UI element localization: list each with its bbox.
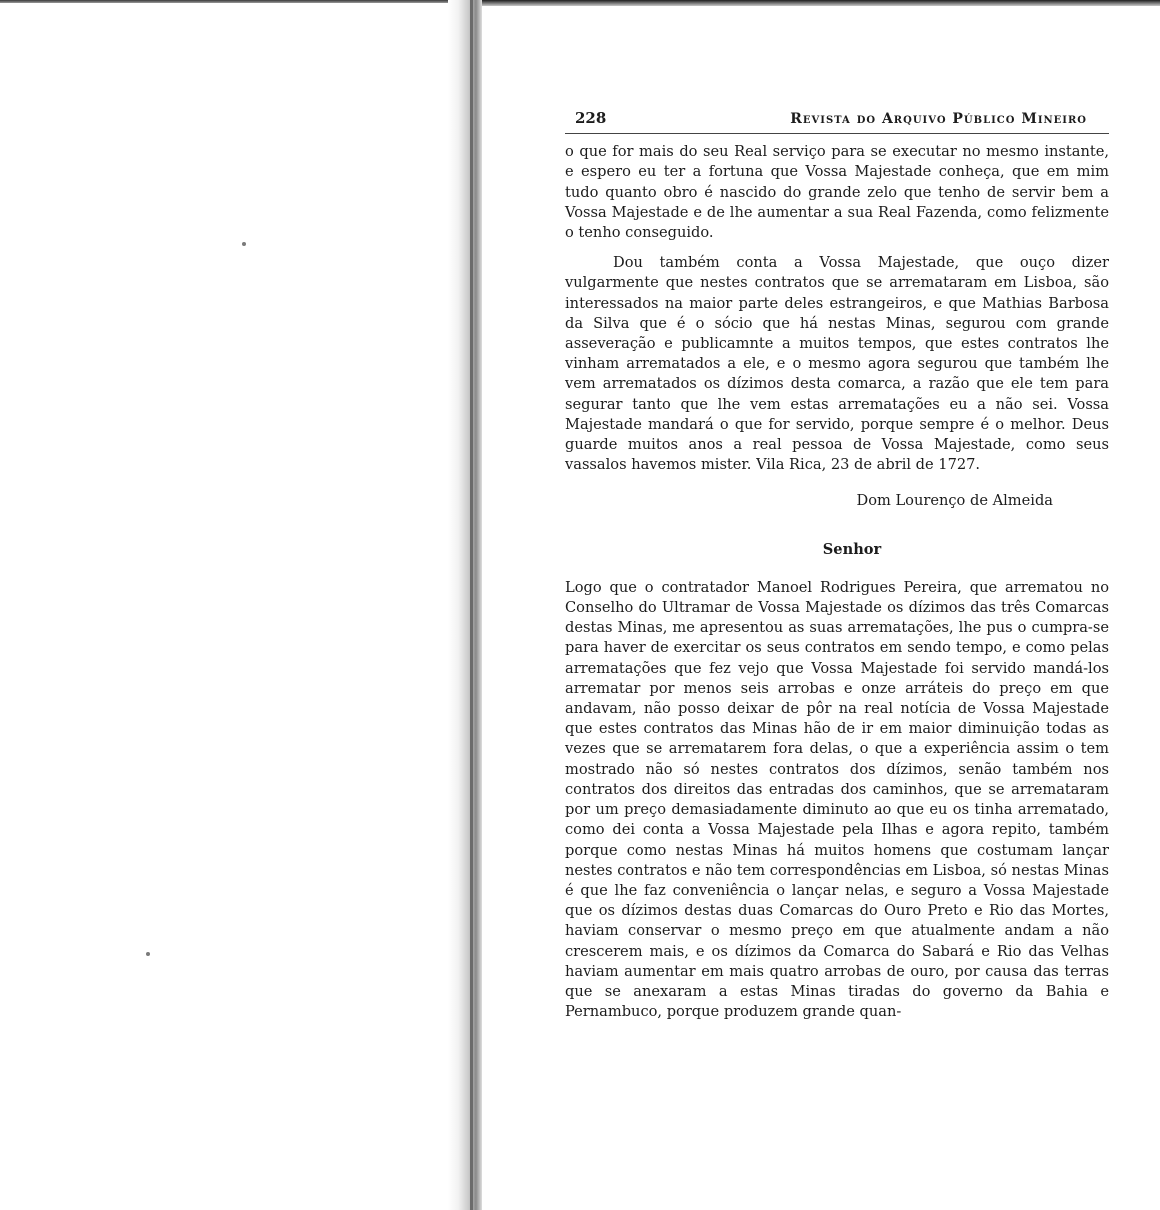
scan-speck bbox=[146, 952, 150, 956]
book-page-right bbox=[565, 108, 1109, 1022]
letter-2-paragraph-1: Logo que o contratador Manoel Rodrigues Pereira, que arrematou no Conselho do Ultramar de Vossa Majestade os dízimos das três Comarcas destas Minas, me apresentou as suas arrematações, lhe pus o cumpra-se para haver de exercitar os seus contratos em sendo tempo, e como pelas arrematações que fez vejo que Vossa Majestade foi servido mandá-los arrematar por menos seis arrobas e onze arráteis do preço em que andavam, não posso deixar de pôr na real notícia de Vossa Majestade que estes contratos das Minas hão de ir em maior diminuição todas as vezes que se arrematarem fora delas, o que a experiência assim o tem mostrado não só nestes contratos dos dízimos, senão também nos contratos dos direitos das entradas dos caminhos, que se arremataram por um preço demasiadamente diminuto ao que eu os tinha arrematado, como dei conta a Vossa Majestade pela Ilhas e agora repito, também porque como nestas Minas há muitos homens que costumam lançar nestes contratos e não tem correspondências em Lisboa, só nestas Minas é que lhe faz conveniência o lançar nelas, e seguro a Vossa Majestade que os dízimos destas duas Comarcas do Ouro Preto e Rio das Mortes, haviam conservar o mesmo preço em que atualmente andam a não crescerem mais, e os dízimos da Comarca do Sabará e Rio das Velhas haviam aumentar em mais quatro arrobas de ouro, por causa das terras que se anexaram a estas Minas tiradas do governo da Bahia e Pernambuco, porque produzem grande quan- bbox=[565, 578, 1109, 1021]
scan-speck bbox=[242, 242, 246, 246]
page-number: 228 bbox=[575, 109, 607, 127]
letter-1-signature: Dom Lourenço de Almeida bbox=[856, 492, 1053, 510]
letter-2-salutation: Senhor bbox=[822, 540, 882, 558]
letter-1-paragraph-2: Dou também conta a Vossa Majestade, que ouço dizer vulgarmente que nestes contratos que se arremataram em Lisboa, são interessados na maior parte deles estrangeiros, e que Mathias Barbosa da Silva que é o sócio que há nestas Minas, segurou com grande asseveração e publicamnte a muitos tempos, que estes contratos lhe vinham arrematados a ele, e o mesmo agora segurou que também lhe vem arrematados os dízimos desta comarca, a razão que ele tem para segurar tanto que lhe vem estas arrematações eu a não sei. Vossa Majestade mandará o que for servido, porque sempre é o melhor. Deus guarde muitos anos a real pessoa de Vossa Majestade, como seus vassalos havemos mister. Vila Rica, 23 de abril de 1727. bbox=[565, 254, 1109, 474]
running-title: Revista do Arquivo Público Mineiro bbox=[790, 111, 1087, 127]
book-spine-line bbox=[470, 0, 473, 1210]
book-gutter-shadow bbox=[448, 0, 482, 1210]
letter-1-paragraph-1: o que for mais do seu Real serviço para se executar no mesmo instante, e espero eu ter a fortuna que Vossa Majestade conheça, que em mim tudo quanto obro é nascido do grande zelo que tenho de servir bem a Vossa Majestade e de lhe aumentar a sua Real Fazenda, como felizmente o tenho conseguido. bbox=[565, 143, 1109, 242]
scan-top-edge-shadow bbox=[470, 0, 1160, 6]
page-header bbox=[565, 108, 1109, 134]
